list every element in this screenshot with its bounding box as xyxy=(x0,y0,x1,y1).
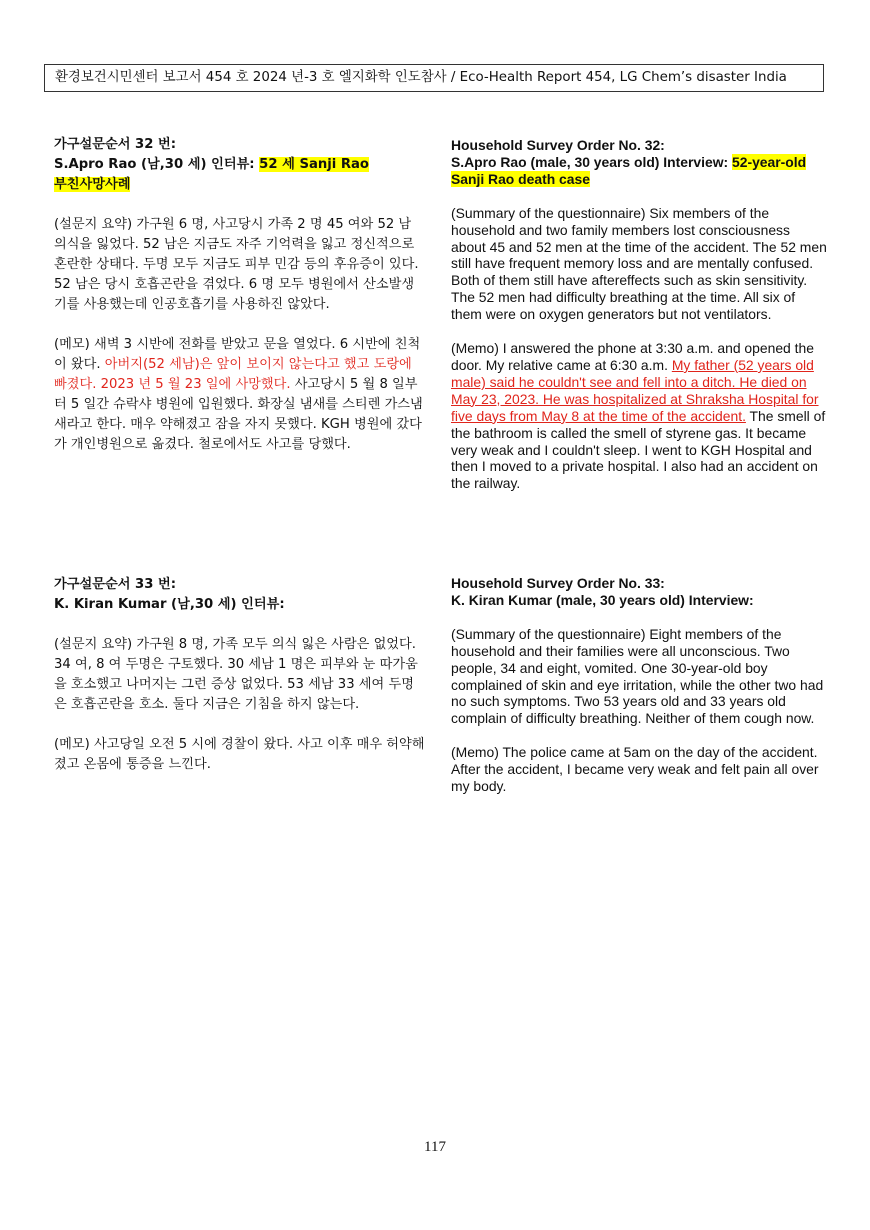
survey-32-en-title-1: Household Survey Order No. 32: xyxy=(451,137,665,153)
survey-32-ko-title-1: 가구설문순서 32 번: xyxy=(54,137,176,152)
page-number: 117 xyxy=(424,1139,446,1155)
survey-32-en-title-highlight: 52-year-old Sanji Rao death case xyxy=(451,153,807,187)
survey-32-ko-memo-pre: (메모) 새벽 3 시반에 전화를 받았고 문을 열었다. 6 시반에 친척이 왔다. xyxy=(54,337,421,372)
survey-32-ko-memo-post: 사고당시 5 월 8 일부터 5 일간 슈락샤 병원에 입원했다. 화장실 냄새를 스티렌 가스냄새라고 한다. 매우 약해졌고 잠을 자지 못했다. KGH 병원에 갔다가 개인병원으로 옮겼다. 철로에서도 사고를 당했다. xyxy=(54,377,423,452)
survey-32-ko-title-2-plain: S.Apro Rao (남,30 세) 인터뷰: xyxy=(54,157,260,172)
survey-32-english xyxy=(451,137,827,492)
survey-32-en-title-2 xyxy=(451,154,827,188)
survey-33-en-title-2: K. Kiran Kumar (male, 30 years old) Interview: xyxy=(451,591,754,608)
survey-32-ko-title-2-highlight: 52 세 Sanji Rao xyxy=(259,157,369,172)
survey-33-ko-title-2: K. Kiran Kumar (남,30 세) 인터뷰: xyxy=(54,597,285,612)
survey-32-ko-memo-red: 아버지(52 세남)은 앞이 보이지 않는다고 했고 도랑에 빠졌다. 2023 년 5 월 23 일에 사망했다. xyxy=(54,357,412,392)
survey-33-english xyxy=(451,575,827,795)
survey-32-ko-title-3 xyxy=(54,175,426,195)
survey-33-ko-summary: (설문지 요약) 가구원 8 명, 가족 모두 의식 잃은 사람은 없었다. 34 여, 8 여 두명은 구토했다. 30 세남 1 명은 피부와 눈 따가움을 호소했고 나머지는 그런 증상 없었다. 53 세남 33 세여 두명은 호흡곤란을 호소. 둘다 지금은 기침을 하지 않는다. xyxy=(54,637,418,712)
survey-32-en-memo xyxy=(451,340,827,492)
survey-32-en-title-plain: S.Apro Rao (male, 30 years old) Interview: xyxy=(451,153,732,170)
survey-32-en-memo-pre: (Memo) I answered the phone at 3:30 a.m. and opened the door. My relative came at 6:30 a.m. xyxy=(451,340,814,373)
survey-33-korean xyxy=(54,575,426,775)
survey-32-en-memo-post: The smell of the bathroom is called the smell of styrene gas. It became very weak and I couldn't sleep. I went to KGH Hospital and then I moved to a private hospital. I also had an accident on the railway. xyxy=(451,407,826,492)
survey-32-en-memo-red: My father (52 years old male) said he couldn't see and fell into a ditch. He died on May 23, 2023. He was hospitalized at Shraksha Hospital for five days from May 8 at the time of the accident. xyxy=(451,356,819,424)
survey-33-en-title-1: Household Survey Order No. 33: xyxy=(451,575,665,591)
survey-32-korean xyxy=(54,135,426,455)
survey-32-ko-summary: (설문지 요약) 가구원 6 명, 사고당시 가족 2 명 45 여와 52 남 의식을 잃었다. 52 남은 지금도 자주 기억력을 잃고 정신적으로 혼란한 상태다. 두명 모두 지금도 피부 민감 등의 후유증이 있다. 52 남은 당시 호흡곤란을 겪었다. 6 명 모두 병원에서 산소발생기를 사용했는데 인공호흡기를 사용하진 않았다. xyxy=(54,217,419,312)
survey-33-en-memo: (Memo) The police came at 5am on the day of the accident. After the accident, I became very weak and felt pain all over my body. xyxy=(451,744,819,795)
survey-33-en-summary: (Summary of the questionnaire) Eight members of the household and their families were all unconscious. Two people, 34 and eight, vomited. One 30-year-old boy complained of skin and eye irritation, while the other two had no such symptoms. Two 53 years old and 33 years old complain of difficulty breathing. Neither of them cough now. xyxy=(451,625,824,727)
report-header: 환경보건시민센터 보고서 454 호 2024 년-3 호 엘지화학 인도참사 / Eco-Health Report 454, LG Chem’s disaster India xyxy=(44,64,824,92)
survey-33-ko-title-1: 가구설문순서 33 번: xyxy=(54,577,176,592)
survey-32-ko-title-3-highlight: 부친사망사례 xyxy=(54,177,131,192)
survey-32-ko-title-2 xyxy=(54,155,426,175)
survey-32-en-summary: (Summary of the questionnaire) Six members of the household and two family members lost consciousness about 45 and 52 men at the time of the accident. The 52 men still have frequent memory loss and are mentally confused. Both of them still have aftereffects such as skin sensitivity. The 52 men had difficulty breathing at the time. All six of them were on oxygen generators but not ventilators. xyxy=(451,204,827,323)
survey-32-ko-memo xyxy=(54,335,426,455)
survey-33-ko-memo: (메모) 사고당일 오전 5 시에 경찰이 왔다. 사고 이후 매우 허약해졌고 온몸에 통증을 느낀다. xyxy=(54,737,425,772)
